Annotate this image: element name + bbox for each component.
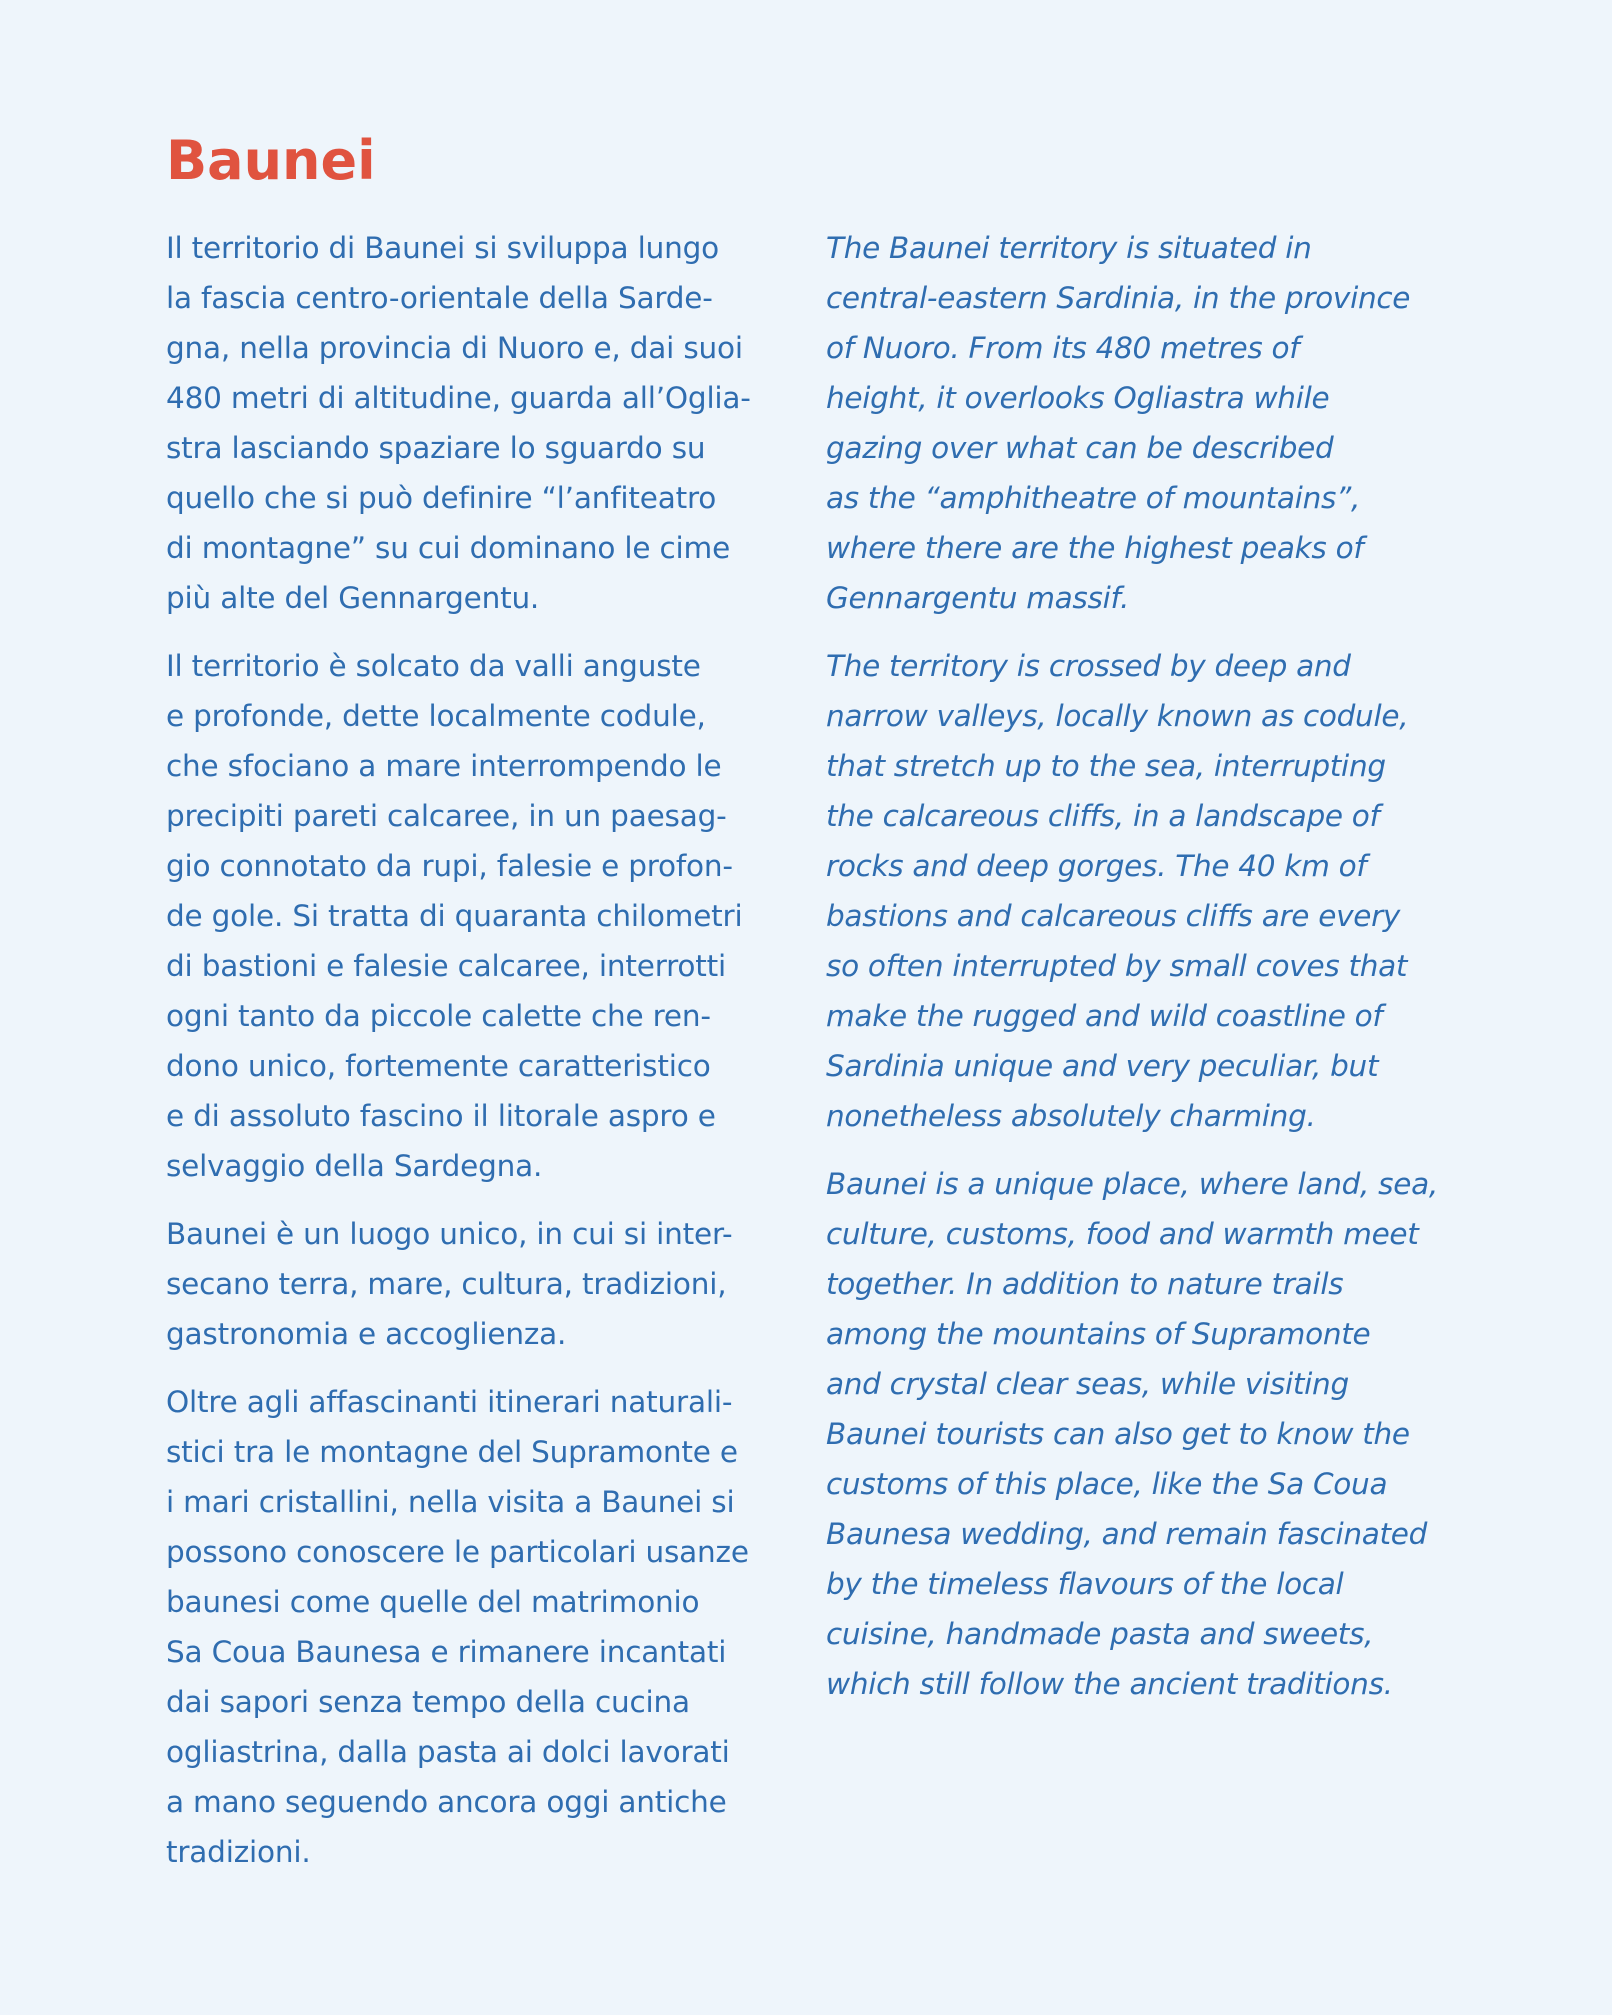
italian-text-line: stra lasciando spaziare lo sguardo su bbox=[166, 431, 706, 465]
english-text-column bbox=[826, 223, 1466, 1727]
italian-text-line: Oltre agli affascinanti itinerari naturali- bbox=[166, 1385, 733, 1419]
italian-text-line: i mari cristallini, nella visita a Baunei si bbox=[166, 1485, 735, 1519]
italian-text-line: tradizioni. bbox=[166, 1835, 311, 1869]
italian-text-line: ogliastrina, dalla pasta ai dolci lavorati bbox=[166, 1735, 730, 1769]
italian-text-line: Sa Coua Baunesa e rimanere incantati bbox=[166, 1635, 727, 1669]
italian-text-line: dai sapori senza tempo della cucina bbox=[166, 1685, 690, 1719]
english-text-line: Baunei tourists can also get to know the bbox=[826, 1417, 1410, 1451]
english-text-line: Sardinia unique and very peculiar, but bbox=[826, 1049, 1379, 1083]
italian-text-line: più alte del Gennargentu. bbox=[166, 581, 540, 615]
english-text-line: together. In addition to nature trails bbox=[826, 1267, 1344, 1301]
italian-paragraph bbox=[166, 1209, 796, 1359]
english-text-line: make the rugged and wild coastline of bbox=[826, 999, 1383, 1033]
english-text-line: culture, customs, food and warmth meet bbox=[826, 1217, 1419, 1251]
english-text-line: The Baunei territory is situated in bbox=[826, 231, 1312, 265]
english-text-line: height, it overlooks Ogliastra while bbox=[826, 381, 1330, 415]
english-paragraph bbox=[826, 641, 1466, 1141]
italian-text-line: de gole. Si tratta di quaranta chilometri bbox=[166, 899, 743, 933]
italian-text-line: secano terra, mare, cultura, tradizioni, bbox=[166, 1267, 727, 1301]
italian-text-line: e profonde, dette localmente codule, bbox=[166, 699, 706, 733]
italian-text-line: possono conoscere le particolari usanze bbox=[166, 1535, 749, 1569]
italian-text-column bbox=[166, 223, 796, 1895]
italian-text-line: di bastioni e falesie calcaree, interrotti bbox=[166, 949, 726, 983]
italian-paragraph bbox=[166, 223, 796, 623]
italian-text-line: dono unico, fortemente caratteristico bbox=[166, 1049, 711, 1083]
italian-text-line: 480 metri di altitudine, guarda all’Oglia- bbox=[166, 381, 751, 415]
english-text-line: the calcareous cliffs, in a landscape of bbox=[826, 799, 1380, 833]
italian-text-line: precipiti pareti calcaree, in un paesag- bbox=[166, 799, 727, 833]
english-text-line: Baunesa wedding, and remain fascinated bbox=[826, 1517, 1428, 1551]
english-text-line: gazing over what can be described bbox=[826, 431, 1334, 465]
italian-text-line: selvaggio della Sardegna. bbox=[166, 1149, 543, 1183]
english-paragraph bbox=[826, 1159, 1466, 1709]
english-text-line: Baunei is a unique place, where land, sea, bbox=[826, 1167, 1438, 1201]
english-text-line: as the “amphitheatre of mountains”, bbox=[826, 481, 1361, 515]
english-text-line: The territory is crossed by deep and bbox=[826, 649, 1351, 683]
italian-text-line: che sfociano a mare interrompendo le bbox=[166, 749, 722, 783]
english-text-line: nonetheless absolutely charming. bbox=[826, 1099, 1316, 1133]
english-text-line: and crystal clear seas, while visiting bbox=[826, 1367, 1349, 1401]
italian-text-line: la fascia centro-orientale della Sarde- bbox=[166, 281, 713, 315]
english-text-line: rocks and deep gorges. The 40 km of bbox=[826, 849, 1367, 883]
italian-text-line: Il territorio è solcato da valli anguste bbox=[166, 649, 701, 683]
english-text-line: of Nuoro. From its 480 metres of bbox=[826, 331, 1300, 365]
english-text-line: customs of this place, like the Sa Coua bbox=[826, 1467, 1388, 1501]
english-text-line: Gennargentu massif. bbox=[826, 581, 1130, 615]
page-title: Baunei bbox=[166, 129, 376, 192]
english-paragraph bbox=[826, 223, 1466, 623]
english-text-line: by the timeless flavours of the local bbox=[826, 1567, 1344, 1601]
english-text-line: cuisine, handmade pasta and sweets, bbox=[826, 1617, 1374, 1651]
italian-text-line: Il territorio di Baunei si sviluppa lungo bbox=[166, 231, 719, 265]
english-text-line: where there are the highest peaks of bbox=[826, 531, 1364, 565]
english-text-line: narrow valleys, locally known as codule, bbox=[826, 699, 1409, 733]
italian-paragraph bbox=[166, 641, 796, 1191]
italian-text-line: quello che si può definire “l’anfiteatro bbox=[166, 481, 717, 515]
italian-text-line: ogni tanto da piccole calette che ren- bbox=[166, 999, 711, 1033]
italian-paragraph bbox=[166, 1377, 796, 1877]
italian-text-line: a mano seguendo ancora oggi antiche bbox=[166, 1785, 727, 1819]
english-text-line: so often interrupted by small coves that bbox=[826, 949, 1408, 983]
english-text-line: that stretch up to the sea, interrupting bbox=[826, 749, 1386, 783]
italian-text-line: di montagne” su cui dominano le cime bbox=[166, 531, 731, 565]
italian-text-line: gastronomia e accoglienza. bbox=[166, 1317, 567, 1351]
english-text-line: central-eastern Sardinia, in the province bbox=[826, 281, 1411, 315]
english-text-line: among the mountains of Supramonte bbox=[826, 1317, 1371, 1351]
italian-text-line: e di assoluto fascino il litorale aspro e bbox=[166, 1099, 716, 1133]
english-text-line: which still follow the ancient traditions. bbox=[826, 1667, 1393, 1701]
italian-text-line: gio connotato da rupi, falesie e profon- bbox=[166, 849, 733, 883]
italian-text-line: stici tra le montagne del Supramonte e bbox=[166, 1435, 738, 1469]
italian-text-line: baunesi come quelle del matrimonio bbox=[166, 1585, 700, 1619]
italian-text-line: gna, nella provincia di Nuoro e, dai suoi bbox=[166, 331, 743, 365]
italian-text-line: Baunei è un luogo unico, in cui si inter- bbox=[166, 1217, 733, 1251]
english-text-line: bastions and calcareous cliffs are every bbox=[826, 899, 1401, 933]
